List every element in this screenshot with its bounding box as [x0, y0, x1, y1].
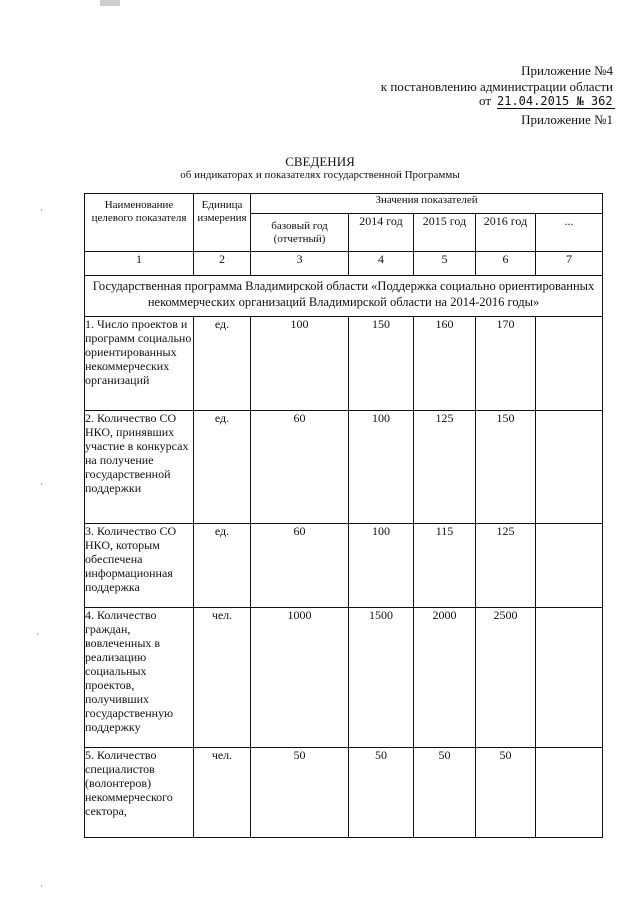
decree-date: 21.04.2015 № 362 — [497, 95, 615, 109]
document-title: СВЕДЕНИЯ — [285, 154, 355, 169]
value-base-year: 100 — [251, 317, 349, 411]
value-2016: 125 — [476, 524, 536, 608]
value-extra — [536, 748, 603, 838]
header-2016: 2016 год — [476, 214, 536, 252]
col-number: 1 — [85, 252, 194, 276]
value-2015: 160 — [414, 317, 476, 411]
indicator-unit: ед. — [194, 411, 251, 524]
value-2016: 170 — [476, 317, 536, 411]
value-2015: 115 — [414, 524, 476, 608]
header-2014: 2014 год — [349, 214, 414, 252]
value-2014: 1500 — [349, 608, 414, 748]
header-more: ... — [536, 214, 603, 252]
value-extra — [536, 317, 603, 411]
indicators-table — [84, 193, 603, 838]
table-row — [85, 411, 603, 524]
col-number: 3 — [251, 252, 349, 276]
value-2015: 50 — [414, 748, 476, 838]
header-row-group — [85, 194, 603, 214]
col-number: 5 — [414, 252, 476, 276]
value-2014: 150 — [349, 317, 414, 411]
decree-reference: к постановлению администрации области — [380, 79, 613, 94]
col-number: 6 — [476, 252, 536, 276]
scan-artifact-dot: · — [40, 882, 43, 892]
program-title-row — [85, 276, 603, 317]
indicator-unit: ед. — [194, 317, 251, 411]
value-2016: 2500 — [476, 608, 536, 748]
indicator-name: 5. Количество специалистов (волонтеров) некоммерческого сектора, — [85, 748, 194, 838]
value-base-year: 1000 — [251, 608, 349, 748]
scan-artifact-dot: · — [36, 630, 39, 640]
decree-date-line — [479, 93, 615, 109]
table-row — [85, 748, 603, 838]
indicator-unit: чел. — [194, 748, 251, 838]
column-number-row — [85, 252, 603, 276]
header-unit: Единица измерения — [194, 194, 251, 252]
value-2014: 100 — [349, 524, 414, 608]
header-2015: 2015 год — [414, 214, 476, 252]
header-values-group: Значения показателей — [251, 194, 603, 214]
value-2016: 50 — [476, 748, 536, 838]
scan-artifact-dot: · — [40, 480, 43, 490]
value-extra — [536, 524, 603, 608]
value-base-year: 60 — [251, 524, 349, 608]
value-2014: 100 — [349, 411, 414, 524]
indicator-unit: ед. — [194, 524, 251, 608]
indicator-name: 3. Количество СО НКО, которым обеспечена информационная поддержка — [85, 524, 194, 608]
indicator-unit: чел. — [194, 608, 251, 748]
col-number: 2 — [194, 252, 251, 276]
program-title: Государственная программа Владимирской области «Поддержка социально ориентированных некоммерческих организаций Владимирской области на 2014-2016 годы» — [85, 276, 603, 317]
table-row — [85, 608, 603, 748]
table-row — [85, 317, 603, 411]
header-base-year: базовый год (отчетный) — [251, 214, 349, 252]
date-prefix: от — [478, 93, 491, 108]
document-subtitle: об индикаторах и показателях государственной Программы — [180, 169, 460, 181]
value-extra — [536, 411, 603, 524]
value-2016: 150 — [476, 411, 536, 524]
value-extra — [536, 608, 603, 748]
value-2015: 2000 — [414, 608, 476, 748]
scan-artifact-bar — [100, 0, 120, 6]
value-2014: 50 — [349, 748, 414, 838]
value-base-year: 50 — [251, 748, 349, 838]
col-number: 4 — [349, 252, 414, 276]
value-base-year: 60 — [251, 411, 349, 524]
indicator-name: 1. Число проектов и программ социально ориентированных некоммерческих организаций — [85, 317, 194, 411]
col-number: 7 — [536, 252, 603, 276]
scan-artifact-dot: · — [40, 206, 43, 216]
indicator-name: 4. Количество граждан, вовлеченных в реализацию социальных проектов, получивших государственную поддержку — [85, 608, 194, 748]
header-indicator-name: Наименование целевого показателя — [85, 194, 194, 252]
table-row — [85, 524, 603, 608]
value-2015: 125 — [414, 411, 476, 524]
original-appendix-number: Приложение №1 — [521, 112, 613, 127]
appendix-number: Приложение №4 — [521, 63, 613, 78]
indicator-name: 2. Количество СО НКО, принявших участие в конкурсах на получение государственной поддержки — [85, 411, 194, 524]
